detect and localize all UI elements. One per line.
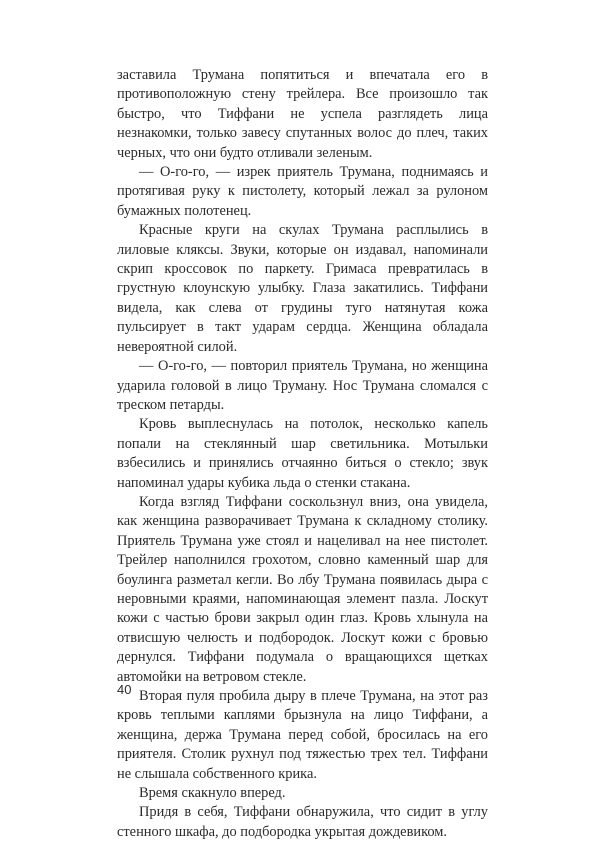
paragraph: Время скакнуло вперед. bbox=[139, 785, 286, 802]
paragraph: — О-го-го, — изрек приятель Трумана, поднимаясь и протягивая руку к пистолету, который лежал за рулоном бумажных полотенец. bbox=[117, 164, 488, 219]
paragraph: Красные круги на скулах Трумана расплылись в лиловые кляксы. Звуки, которые он издавал, напоминали скрип кроссовок по паркету. Гримаса превратилась в грустную клоунскую улыбку. Глаза закатились. Тиффани видела, как слева от грудины туго натянутая кожа пульсирует в такт ударам сердца. Женщина обладала невероятной силой. bbox=[117, 222, 488, 355]
page-number: 40 bbox=[117, 682, 132, 697]
paragraph: Когда взгляд Тиффани соскользнул вниз, она увидела, как женщина разворачивает Трумана к складному столику. Приятель Трумана уже стоял и нацеливал на нее пистолет. Трейлер наполнился грохотом, словно каменный шар для боулинга разметал кегли. Во лбу Трумана появилась дыра с неровными краями, напоминающая элемент пазла. Лоскут кожи с частью брови закрыл один глаз. Кровь хлынула на отвисшую челюсть и подбородок. Лоскут кожи с бровью дернулся. Тиффани подумала о вращающихся щетках автомойки на ветровом стекле. bbox=[117, 493, 488, 685]
body-text bbox=[117, 66, 488, 842]
paragraph: Вторая пуля пробила дыру в плече Трумана, на этот раз кровь теплыми каплями брызнула на лицо Тиффани, а женщина, держа Трумана перед собой, бросилась на его приятеля. Столик рухнул под тяжестью трех тел. Тиффани не слышала собственного крика. bbox=[117, 688, 488, 782]
paragraph: Кровь выплеснулась на потолок, несколько капель попали на стеклянный шар светильника. Мотыльки взбесились и принялись отчаянно биться о стекло; звук напоминал удары кубика льда о стенки стакана. bbox=[117, 416, 488, 491]
paragraph: Придя в себя, Тиффани обнаружила, что сидит в углу стенного шкафа, до подбородка укрытая дождевиком. bbox=[117, 804, 488, 840]
paragraph: — О-го-го, — повторил приятель Трумана, но женщина ударила головой в лицо Труману. Нос Трумана сломался с треском петарды. bbox=[117, 358, 488, 413]
paragraph: заставила Трумана попятиться и впечатала его в противоположную стену трейлера. Все произошло так быстро, что Тиффани не успела разглядеть лица незнакомки, только завесу спутанных волос до плеч, таких черных, что они будто отливали зеленым. bbox=[117, 67, 488, 161]
